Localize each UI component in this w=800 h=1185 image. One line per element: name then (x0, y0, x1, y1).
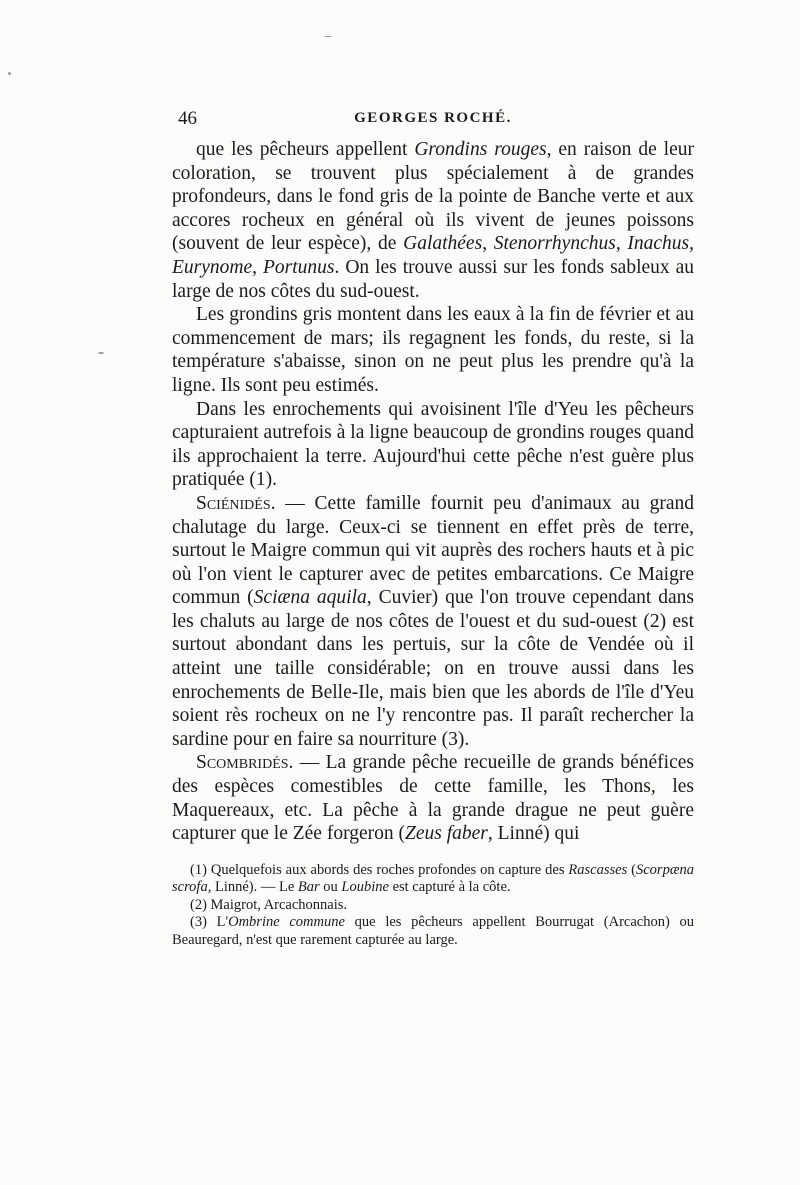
italic-term: Eurynome (172, 256, 253, 278)
text-run: ( (627, 861, 636, 878)
body-text (172, 138, 694, 846)
text-run: est capturé à la côte. (388, 879, 511, 896)
italic-term: Sciæna aquila (253, 587, 367, 609)
text-run: (3) L' (190, 914, 229, 931)
text-run: — La grande pêche recueille de grands bénéfices des espèces comestibles de cette famille, les Thons, les Maquereaux, etc. La pêche à la grande drague ne peut guère capturer que le Zée forgeron ( (172, 752, 694, 845)
italic-term: Bar (297, 879, 320, 896)
scan-speck (8, 72, 11, 75)
paragraph (172, 398, 694, 492)
italic-term: Scorpæna scrofa (172, 861, 694, 896)
paragraph (172, 751, 694, 845)
text-run: que les pêcheurs appellent Bourrugat (Arcachon) ou Beauregard, n'est que rarement capturée au large. (172, 914, 694, 948)
italic-term: Grondins rouges (414, 139, 547, 160)
scan-speck (324, 36, 332, 37)
book-page (172, 108, 694, 949)
footnote (172, 897, 694, 915)
text-run: , (252, 256, 263, 278)
scan-speck (98, 352, 104, 354)
text-run: . On les trouve aussi sur les fonds sableux au large de nos côtes du sud-ouest. (172, 256, 695, 302)
italic-term: Galathées (403, 233, 483, 255)
text-run: (2) Maigrot, Arcachonnais. (190, 896, 348, 913)
italic-term: Zeus faber (404, 823, 488, 845)
italic-term: Ombrine commune (228, 914, 345, 931)
text-run: ou (319, 879, 342, 896)
text-run: , Cuvier) que l'on trouve cependant dans les chaluts au large de nos côtes de l'ouest et du sud-ouest (2) est surtout abondant dans les pertuis, sur la côte de Vendée où il atteint une taille considérable; on en trouve aussi dans les enrochements de Belle-Ile, mais bien que les abords de l'île d'Yeu soient rès rocheux on ne l'y rencontre pas. Il paraît rechercher la sardine pour en faire sa nourriture (3). (172, 587, 694, 750)
italic-term: Rascasses (568, 861, 628, 878)
text-run: , Linné) qui (487, 823, 580, 845)
section-heading: Sciénidés. (196, 492, 276, 514)
italic-term: Portunus (262, 256, 335, 278)
paragraph (172, 303, 694, 397)
italic-term: Loubine (341, 879, 389, 896)
italic-term: Inachus (627, 233, 690, 255)
footnote (172, 914, 694, 949)
section-heading: Scombridés. (196, 752, 294, 774)
footnote (172, 862, 694, 897)
text-run: , (615, 233, 628, 255)
page-number: 46 (178, 108, 197, 129)
paragraph (172, 492, 694, 752)
text-run: Les grondins gris montent dans les eaux à la fin de février et au commencement de mars; ils regagnent les fonds, du reste, si la température s'abaisse, sinon on ne peut plus les prendre qu'à la ligne. Ils sont peu estimés. (172, 304, 694, 396)
paragraph (172, 138, 694, 303)
text-run: , (482, 233, 494, 255)
text-run: , Linné). — Le (207, 879, 298, 896)
text-run: , (689, 233, 695, 255)
text-run: — Cette famille fournit peu d'animaux au grand chalutage du large. Ceux-ci se tiennent en effet près de terre, surtout le Maigre commun qui vit auprès des rochers hauts et à pic où l'on vient le capturer avec de petites embarcations. Ce Maigre commun ( (172, 492, 694, 609)
footnotes (172, 862, 694, 950)
text-run: , en raison de leur coloration, se trouvent plus spécialement à de grandes profondeurs, dans le fond gris de la pointe de Banche verte et aux accores rocheux en général où ils vivent de jeunes poissons (souvent de leur espèce), de (172, 139, 694, 255)
text-run: que les pêcheurs appellent (196, 139, 415, 160)
italic-term: Stenorrhynchus (493, 233, 616, 255)
running-head: GEORGES ROCHÉ. (354, 110, 512, 126)
page-header (172, 108, 694, 138)
text-run: Dans les enrochements qui avoisinent l'île d'Yeu les pêcheurs capturaient autrefois à la ligne beaucoup de grondins rouges quand ils approchaient la terre. Aujourd'hui cette pêche n'est guère plus pratiquée (1). (172, 398, 694, 491)
text-run: (1) Quelquefois aux abords des roches profondes on capture des (190, 861, 569, 878)
